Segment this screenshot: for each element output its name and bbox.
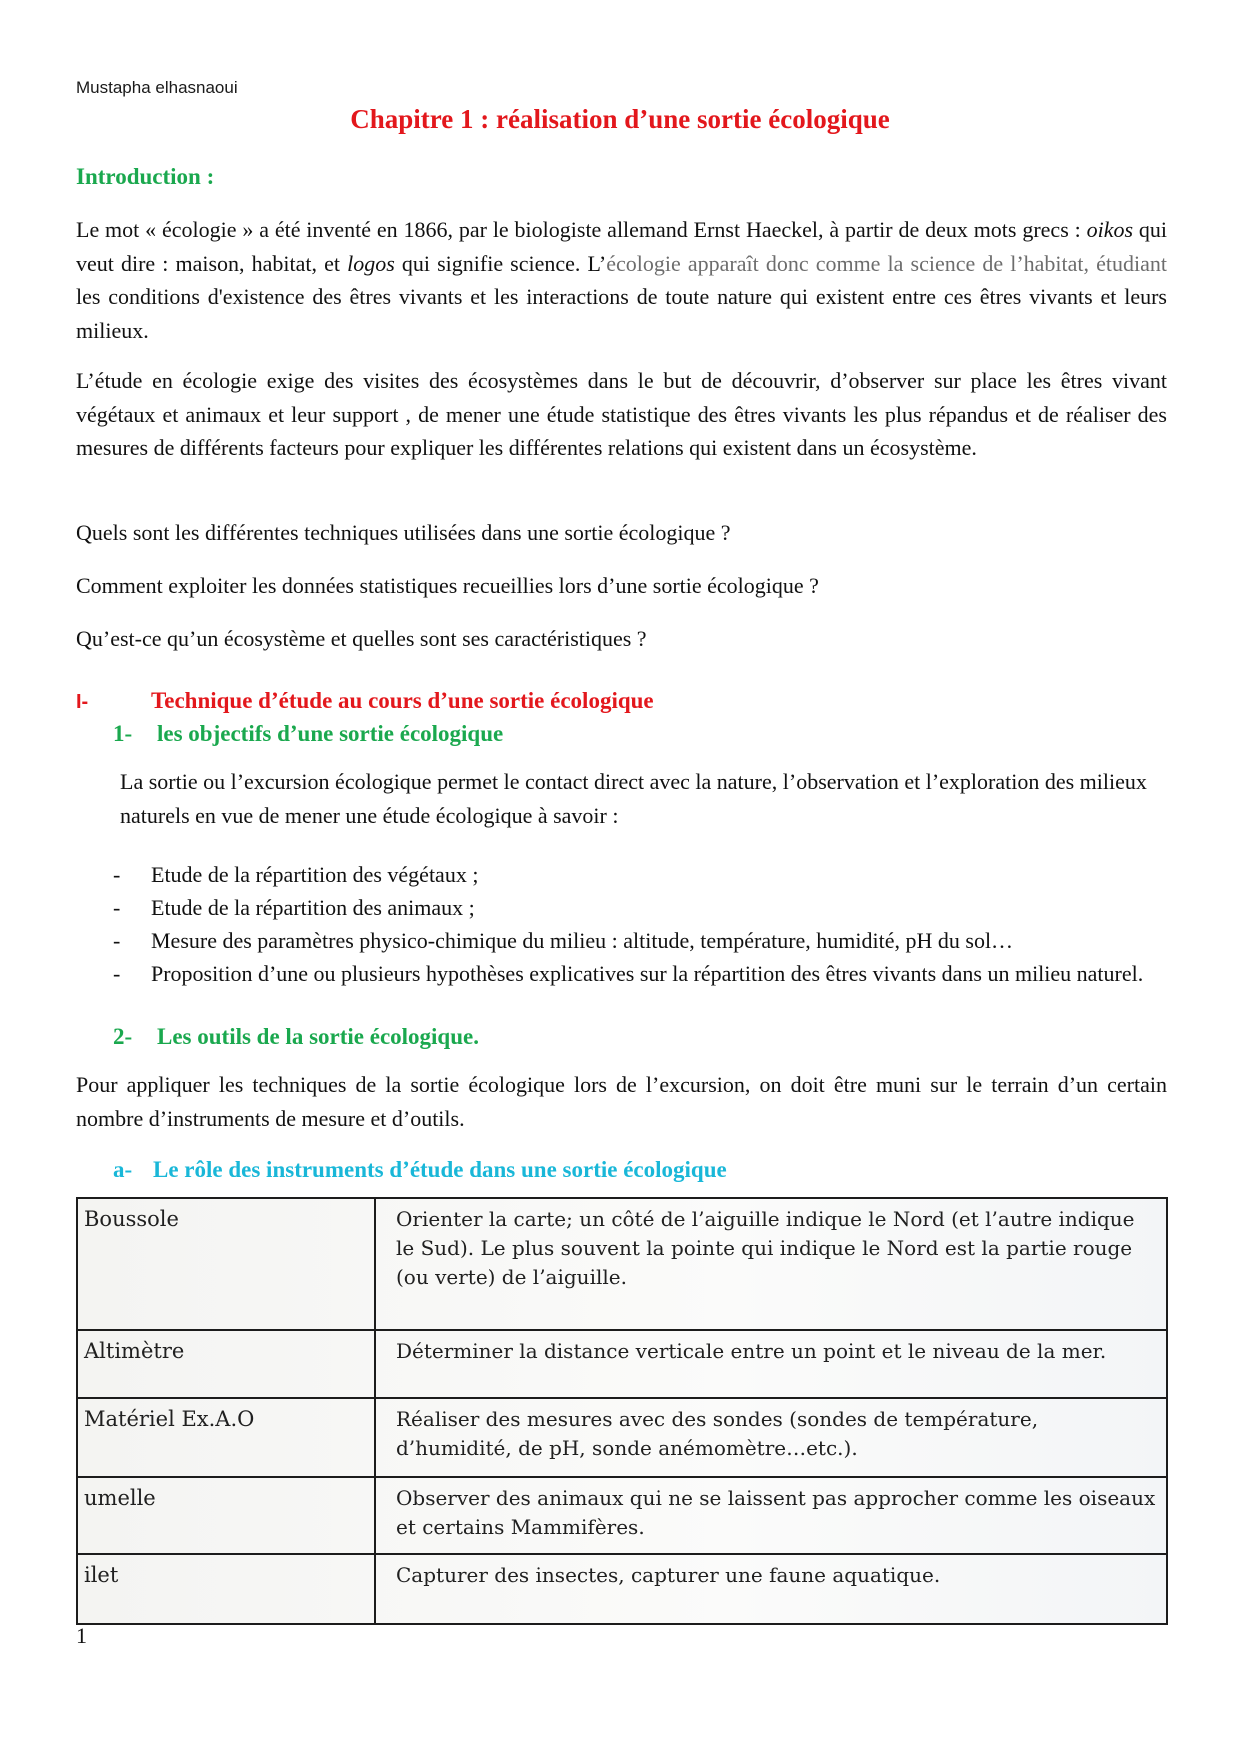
instrument-name: umelle — [78, 1477, 375, 1554]
instrument-role: Observer des animaux qui ne se laissent pas approcher comme les oiseaux et certains Mammifères. — [375, 1477, 1166, 1554]
instrument-role: Réaliser des mesures avec des sondes (sondes de température, d’humidité, de pH, sonde anémomètre…etc.). — [375, 1398, 1166, 1477]
instrument-name: ilet — [78, 1554, 375, 1623]
tools-paragraph: Pour appliquer les techniques de la sortie écologique lors de l’excursion, on doit être muni sur le terrain d’un certain nombre d’instruments de mesure et d’outils. — [76, 1072, 1167, 1131]
subsection-a-number: a- — [113, 1157, 133, 1182]
subsection-1-number: 1- — [113, 721, 133, 746]
instrument-name: Altimètre — [78, 1330, 375, 1398]
subsection-2-heading — [113, 1024, 479, 1050]
list-item: - Proposition d’une ou plusieurs hypothèses explicatives sur la répartition des êtres vivants dans un milieu naturel. — [113, 961, 1144, 986]
author-name: Mustapha elhasnaoui — [76, 78, 238, 97]
table-row — [78, 1330, 1166, 1398]
list-item: - Etude de la répartition des végétaux ; — [113, 862, 479, 887]
instrument-role: Capturer des insectes, capturer une faune aquatique. — [375, 1554, 1166, 1623]
table-row — [78, 1477, 1166, 1554]
objectives-paragraph: La sortie ou l’excursion écologique permet le contact direct avec la nature, l’observation et l’exploration des milieux naturels en vue de mener une étude écologique à savoir : — [120, 769, 1147, 828]
instrument-name: Matériel Ex.A.O — [78, 1398, 375, 1477]
table-row — [78, 1199, 1166, 1330]
subsection-a-heading — [113, 1157, 727, 1183]
chapter-title: Chapitre 1 : réalisation d’une sortie écologique — [350, 104, 890, 134]
table-row — [78, 1554, 1166, 1623]
list-item: - Mesure des paramètres physico-chimique du milieu : altitude, température, humidité, pH du sol… — [113, 928, 1014, 953]
section-1-heading — [76, 688, 654, 714]
section-1-number: I- — [76, 691, 89, 713]
table-row — [78, 1398, 1166, 1477]
intro-paragraph-1: Le mot « écologie » a été inventé en 1866, par le biologiste allemand Ernst Haeckel, à partir de deux mots grecs : oikos qui veut dire : maison, habitat, et logos qui signifie science. L’écologie apparaît donc comme la science de l’habitat, étudiant les conditions d'existence des êtres vivants et les interactions de toute nature qui existent entre ces êtres vivants et leurs milieux. — [76, 217, 1167, 343]
question-1: Quels sont les différentes techniques utilisées dans une sortie écologique ? — [76, 520, 731, 545]
subsection-a-title: Le rôle des instruments d’étude dans une sortie écologique — [153, 1157, 727, 1182]
instrument-role: Déterminer la distance verticale entre un point et le niveau de la mer. — [375, 1330, 1166, 1398]
subsection-2-number: 2- — [113, 1024, 133, 1049]
subsection-2-title: Les outils de la sortie écologique. — [157, 1024, 479, 1049]
instrument-name: Boussole — [78, 1199, 375, 1330]
subsection-1-heading — [113, 721, 503, 747]
objectives-list — [113, 858, 1173, 990]
page-number: 1 — [76, 1623, 87, 1648]
question-2: Comment exploiter les données statistiques recueillies lors d’une sortie écologique ? — [76, 573, 819, 598]
introduction-heading: Introduction : — [76, 164, 215, 189]
subsection-1-title: les objectifs d’une sortie écologique — [157, 721, 504, 746]
question-3: Qu’est-ce qu’un écosystème et quelles sont ses caractéristiques ? — [76, 626, 647, 651]
instrument-role: Orienter la carte; un côté de l’aiguille indique le Nord (et l’autre indique le Sud). Le plus souvent la pointe qui indique le Nord est la partie rouge (ou verte) de l’aiguille. — [375, 1199, 1166, 1330]
intro-paragraph-2: L’étude en écologie exige des visites des écosystèmes dans le but de découvrir, d’observer sur place les êtres vivant végétaux et animaux et leur support , de mener une étude statistique des êtres vivants les plus répandus et de réaliser des mesures de différents facteurs pour expliquer les différentes relations qui existent dans un écosystème. — [76, 368, 1167, 460]
section-1-title: Technique d’étude au cours d’une sortie écologique — [151, 688, 654, 713]
instruments-table — [76, 1197, 1168, 1625]
list-item: - Etude de la répartition des animaux ; — [113, 895, 475, 920]
